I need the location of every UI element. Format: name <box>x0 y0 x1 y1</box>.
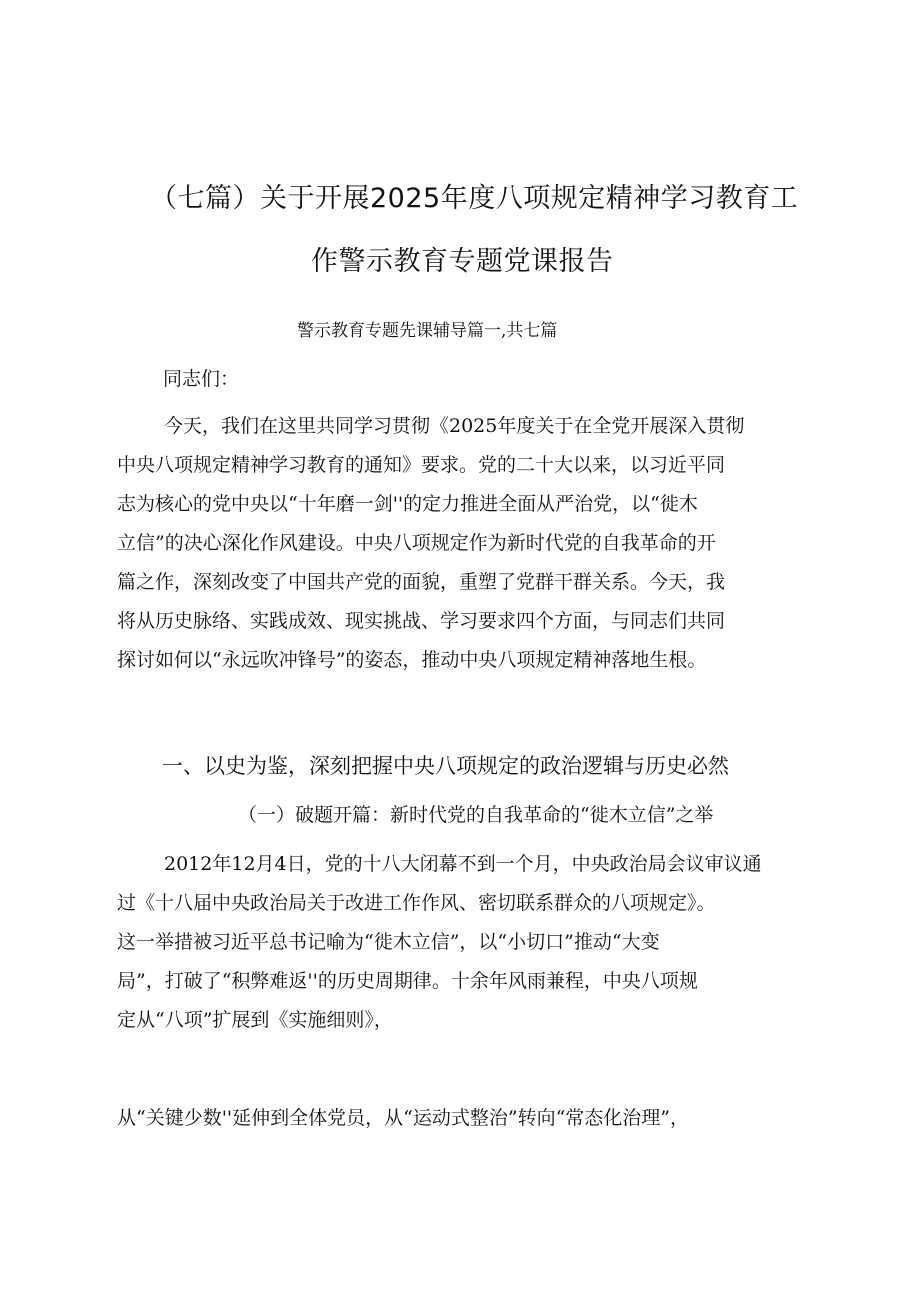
paragraph-line: 这一举措被习近平总书记喻为“徙木立信”，以“小切口”推动“大变 <box>117 931 660 953</box>
paragraph-line: 今天，我们在这里共同学习贯彻《2025年度关于在全党开展深入贯彻 <box>164 415 745 437</box>
paragraph-continuation: 从“关键少数''延伸到全体党员，从“运动式整治”转向“常态化治理”， <box>117 1107 690 1129</box>
paragraph-line: 2012年12月4日，党的十八大闭幕不到一个月，中央政治局会议审议通 <box>164 853 762 875</box>
paragraph-line: 探讨如何以“永远吹冲锋号”的姿态，推动中央八项规定精神落地生根。 <box>117 649 707 671</box>
paragraph-line: 过《十八届中央政治局关于改进工作作风、密切联系群众的八项规定》。 <box>117 892 716 914</box>
greeting: 同志们： <box>163 368 240 390</box>
paragraph-history <box>117 845 817 1040</box>
paragraph-intro <box>117 407 817 680</box>
document-title-line-1: （七篇）关于开展2025年度八项规定精神学习教育工 <box>150 183 799 214</box>
paragraph-line: 定从“八项”扩展到《实施细则》， <box>117 1009 393 1031</box>
paragraph-line: 将从历史脉络、实践成效、现实挑战、学习要求四个方面，与同志们共同 <box>117 610 726 632</box>
paragraph-line: 中央八项规定精神学习教育的通知》要求。党的二十大以来，以习近平同 <box>117 454 726 476</box>
document-title-line-2: 作警示教育专题党课报告 <box>311 246 614 277</box>
section-heading-1: 一、以史为鉴，深刻把握中央八项规定的政治逻辑与历史必然 <box>162 754 729 778</box>
paragraph-line: 篇之作，深刻改变了中国共产党的面貌，重塑了党群干群关系。今天，我 <box>117 571 726 593</box>
paragraph-line: 局”，打破了“积弊难返''的历史周期律。十余年风雨兼程，中央八项规 <box>117 970 698 992</box>
paragraph-line: 志为核心的党中央以“十年磨一剑''的定力推进全面从严治党，以“徙木 <box>117 493 698 515</box>
subsection-heading-1: （一）破题开篇：新时代党的自我革命的“徙木立信”之举 <box>238 804 714 826</box>
paragraph-line: 立信”的决心深化作风建设。中央八项规定作为新时代党的自我革命的开 <box>117 532 716 554</box>
document-subtitle: 警示教育专题先课辅导篇一,共七篇 <box>297 321 558 341</box>
